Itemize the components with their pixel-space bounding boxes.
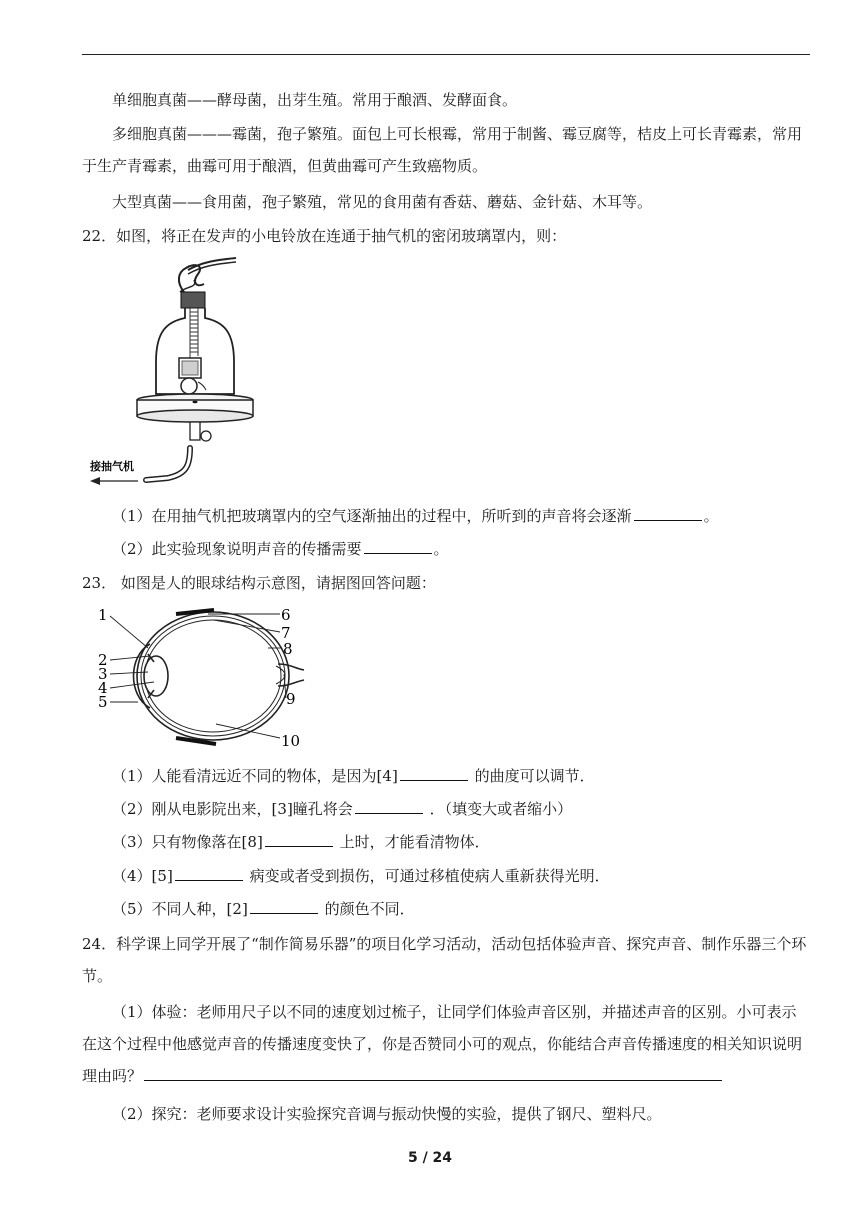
eyeball-structure-figure (98, 606, 308, 752)
eye-label-4: 4 (98, 679, 108, 697)
eye-label-6: 6 (281, 606, 291, 624)
eye-label-5: 5 (98, 693, 108, 711)
bell-jar-figure (86, 252, 256, 492)
eye-label-8: 8 (283, 640, 293, 658)
answer-blank[interactable] (634, 519, 702, 521)
question-24-stem: 24．科学课上同学开展了“制作简易乐器”的项目化学习活动，活动包括体验声音、探究声音、制作乐器三个环节。 (82, 935, 807, 985)
answer-blank[interactable] (175, 879, 243, 881)
paragraph-mushroom: 大型真菌——食用菌，孢子繁殖，常见的食用菌有香菇、蘑菇、金针菇、木耳等。 (112, 193, 653, 211)
page-number: 5 / 24 (407, 1150, 453, 1166)
answer-blank[interactable] (265, 845, 333, 847)
question-22-stem: 22．如图，将正在发声的小电铃放在连通于抽气机的密闭玻璃罩内，则： (82, 227, 567, 245)
eye-label-3: 3 (98, 665, 108, 683)
question-23-stem: 23． 如图是人的眼球结构示意图，请据图回答问题： (82, 574, 436, 592)
eye-label-10: 10 (281, 732, 301, 750)
question-23-sub-4: （4）[5] 病变或者受到损伤，可通过移植使病人重新获得光明． (112, 867, 610, 885)
header-rule (82, 54, 810, 55)
question-23-sub-3: （3）只有物像落在[8] 上时，才能看清物体． (112, 833, 490, 851)
answer-blank[interactable] (250, 912, 318, 914)
eye-label-7: 7 (281, 624, 291, 642)
answer-blank[interactable] (355, 812, 423, 814)
answer-blank[interactable] (364, 552, 432, 554)
question-23-sub-1: （1）人能看清远近不同的物体，是因为[4] 的曲度可以调节． (112, 767, 595, 785)
question-24-sub-2: （2）探究：老师要求设计实验探究音调与振动快慢的实验，提供了钢尺、塑料尺。 (112, 1105, 662, 1123)
figure-label-pump: 接抽气机 (90, 460, 134, 473)
question-22-sub-1: （1）在用抽气机把玻璃罩内的空气逐渐抽出的过程中，所听到的声音将会逐渐 。 (112, 507, 719, 525)
eye-label-1: 1 (98, 606, 108, 624)
answer-blank[interactable] (400, 779, 468, 781)
paragraph-mold: 多细胞真菌———霉菌，孢子繁殖。面包上可长根霉，常用于制酱、霉豆腐等，桔皮上可长青霉素，常用于生产青霉素，曲霉可用于酿酒，但黄曲霉可产生致癌物质。 (82, 125, 803, 175)
question-23-sub-2: （2）刚从电影院出来，[3]瞳孔将会 ．（填变大或者缩小） (112, 800, 573, 818)
question-24-sub-1: （1）体验：老师用尺子以不同的速度划过梳子，让同学们体验声音区别，并描述声音的区别。小可表示在这个过程中他感觉声音的传播速度变快了，你是否赞同小可的观点，你能结合声音传播速度的相关知识说明理由吗？ (82, 1003, 803, 1085)
eye-label-9: 9 (286, 690, 296, 708)
eye-label-2: 2 (98, 651, 108, 669)
paragraph-yeast: 单细胞真菌——酵母菌，出芽生殖。常用于酿酒、发酵面食。 (112, 91, 518, 109)
question-22-sub-2: （2）此实验现象说明声音的传播需要 。 (112, 540, 449, 558)
answer-blank[interactable] (144, 1079, 722, 1081)
question-23-sub-5: （5）不同人种，[2] 的颜色不同． (112, 900, 415, 918)
